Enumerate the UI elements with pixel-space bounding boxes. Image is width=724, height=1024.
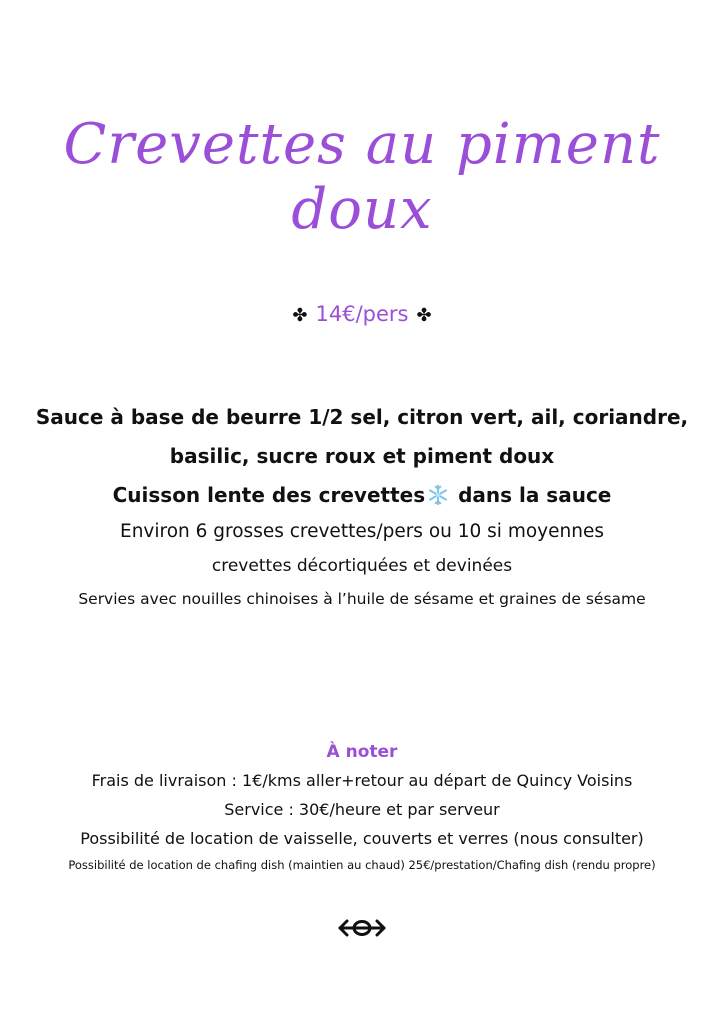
description-block	[0, 398, 724, 615]
served-with-line: Servies avec nouilles chinoises à l’huile de sésame et graines de sésame	[78, 590, 646, 608]
shrimp-prep-line: crevettes décortiquées et devinées	[211, 556, 513, 576]
service-fee-line: Service : 30€/heure et par serveur	[224, 800, 500, 819]
rental-line: Possibilité de location de vaisselle, couverts et verres (nous consulter)	[80, 829, 644, 848]
page-title: Crevettes au piment doux	[63, 112, 661, 242]
sauce-line-2: basilic, sucre roux et piment doux	[169, 444, 555, 468]
ornamental-divider-icon	[0, 916, 724, 944]
clover-ornament-left-icon: ✤	[292, 305, 308, 326]
notes-block	[0, 738, 724, 877]
clover-ornament-right-icon: ✤	[416, 305, 432, 326]
chafing-dish-line: Possibilité de location de chafing dish (maintien au chaud) 25€/prestation/Chafing dish (rendu propre)	[68, 858, 656, 872]
cooking-line-start: Cuisson lente des crevettes	[112, 483, 426, 507]
sauce-line-1: Sauce à base de beurre 1/2 sel, citron vert, ail, coriandre,	[35, 405, 689, 429]
notes-heading: À noter	[326, 742, 398, 762]
price-value: 14€/pers	[315, 302, 409, 326]
quantity-line: Environ 6 grosses crevettes/pers ou 10 si moyennes	[120, 521, 604, 542]
cooking-line	[0, 476, 724, 515]
cooking-line-end: dans la sauce	[451, 483, 612, 507]
snowflake-icon	[427, 484, 449, 506]
delivery-fee-line: Frais de livraison : 1€/kms aller+retour au départ de Quincy Voisins	[91, 771, 633, 790]
price-line	[0, 302, 724, 326]
